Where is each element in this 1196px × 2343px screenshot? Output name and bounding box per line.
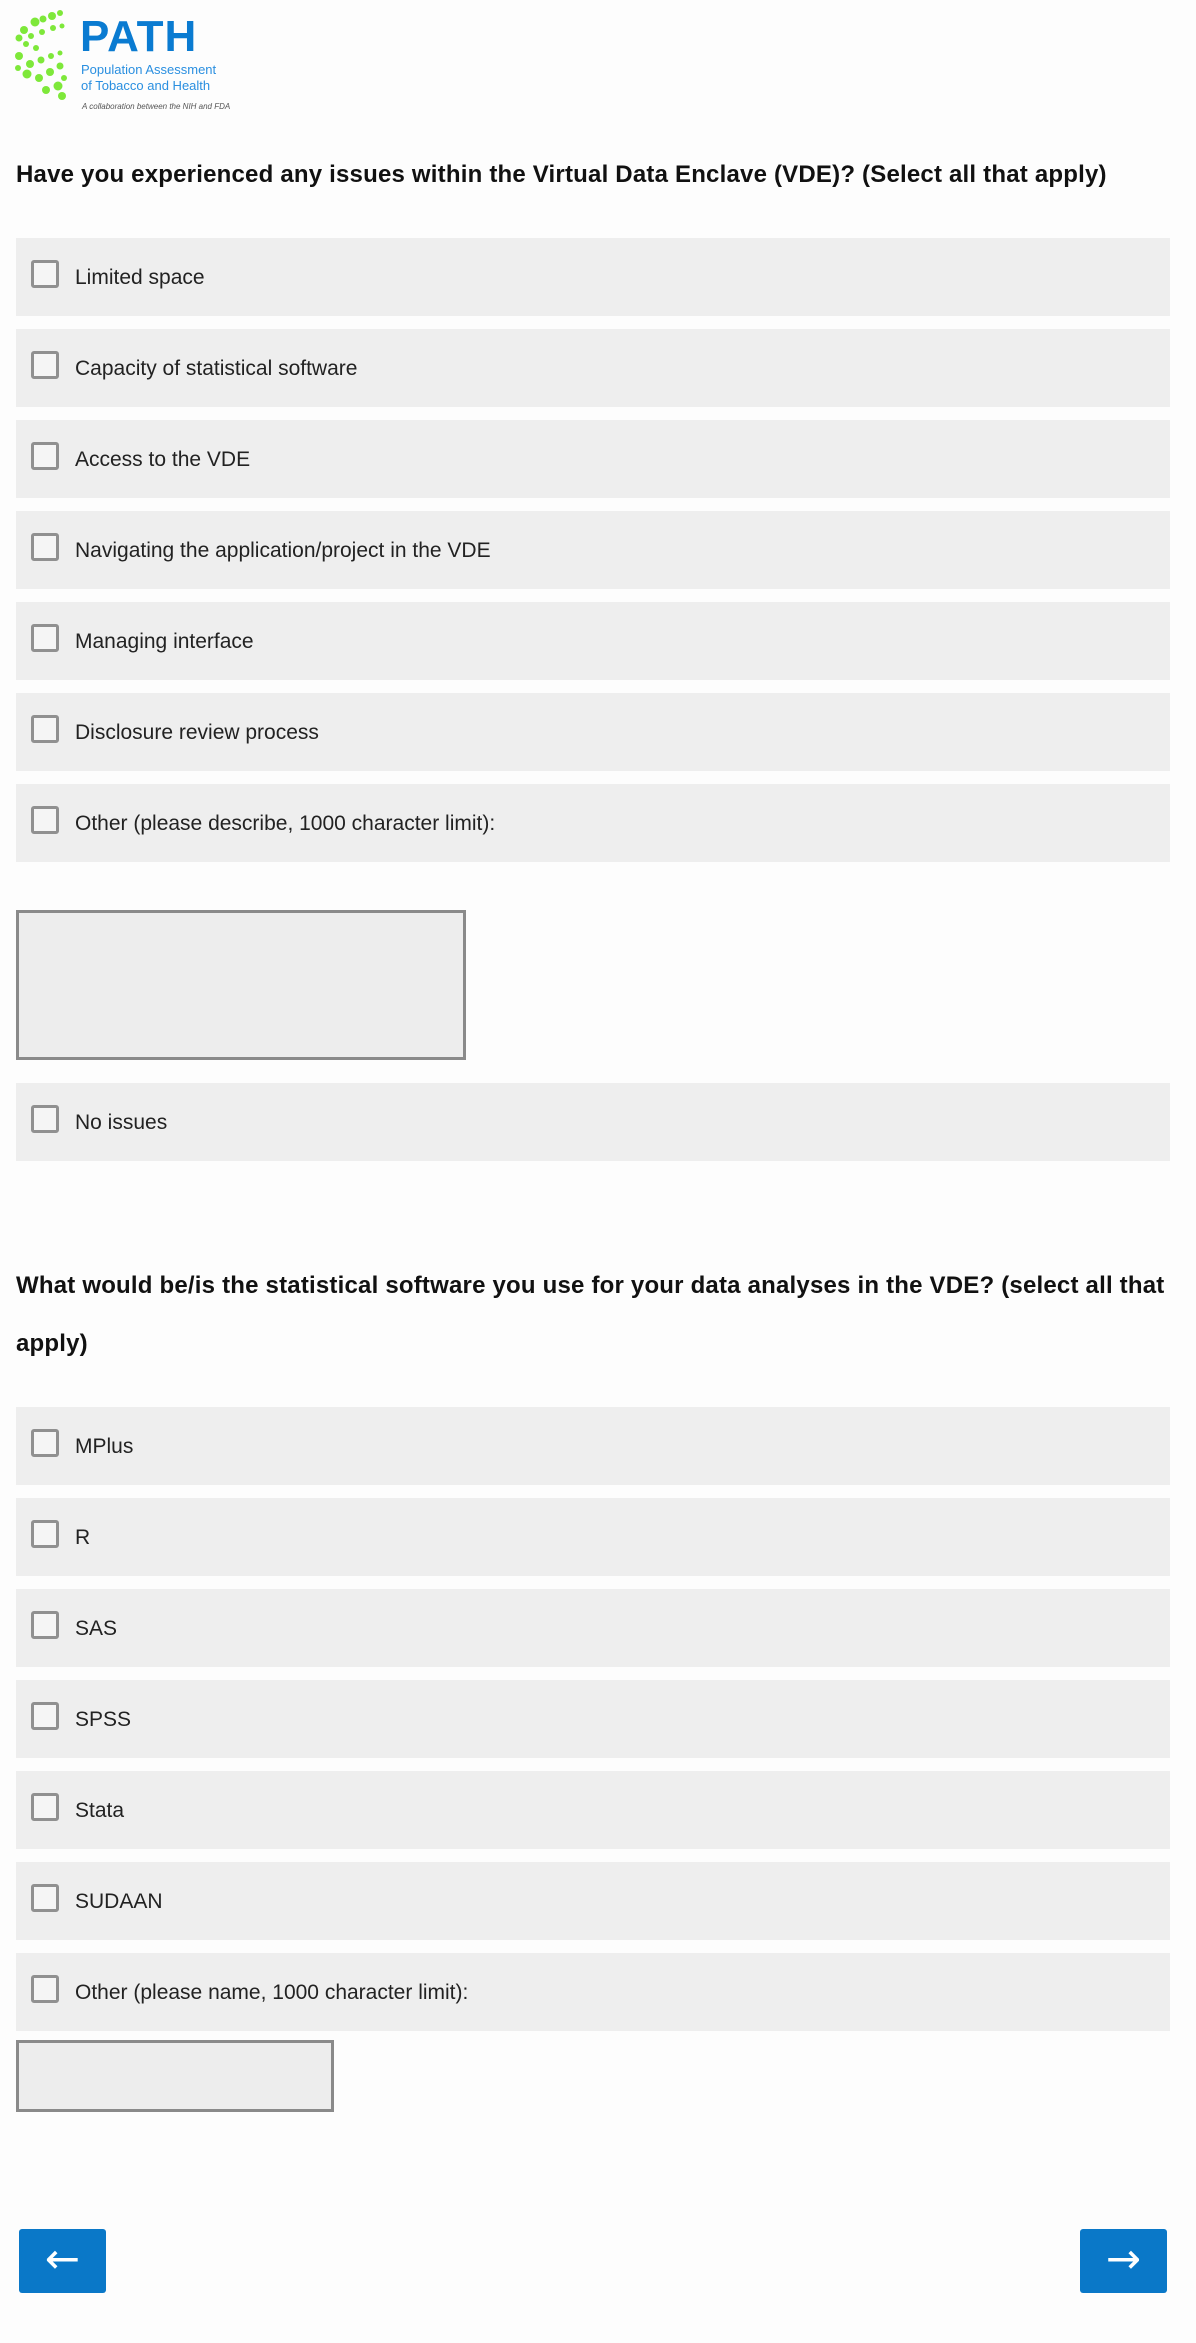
option-label: Managing interface: [75, 630, 254, 653]
option-other-name[interactable]: [16, 1953, 1170, 2031]
option-no-issues[interactable]: [16, 1083, 1170, 1161]
option-label: Disclosure review process: [75, 721, 319, 744]
logo-tagline: A collaboration between the NIH and FDA: [82, 102, 231, 111]
path-logo: [14, 8, 234, 114]
checkbox[interactable]: [31, 1793, 59, 1821]
question-2-title-line2: apply): [16, 1330, 88, 1357]
logo-dots-icon: [14, 8, 74, 104]
option-label: No issues: [75, 1111, 168, 1134]
checkbox[interactable]: [31, 1429, 59, 1457]
question-1-title: Have you experienced any issues within the Virtual Data Enclave (VDE)? (Select all that apply): [16, 161, 1107, 188]
checkbox[interactable]: [31, 1975, 59, 2003]
option-capacity-software[interactable]: [16, 329, 1170, 407]
checkbox[interactable]: [31, 1611, 59, 1639]
checkbox[interactable]: [31, 351, 59, 379]
next-button[interactable]: →: [1080, 2229, 1167, 2293]
checkbox[interactable]: [31, 260, 59, 288]
question-2-title: [16, 1257, 1176, 1373]
option-label: Stata: [75, 1799, 125, 1822]
option-limited-space[interactable]: [16, 238, 1170, 316]
option-label: Other (please name, 1000 character limit):: [75, 1981, 469, 2004]
checkbox[interactable]: [31, 624, 59, 652]
option-label: Capacity of statistical software: [75, 357, 358, 380]
option-other-describe[interactable]: [16, 784, 1170, 862]
option-label: Access to the VDE: [75, 448, 251, 471]
question-2-title-line1: What would be/is the statistical software you use for your data analyses in the VDE? (select all that: [16, 1272, 1165, 1299]
checkbox[interactable]: [31, 1884, 59, 1912]
checkbox[interactable]: [31, 1520, 59, 1548]
option-label: Navigating the application/project in the VDE: [75, 539, 491, 562]
checkbox[interactable]: [31, 1702, 59, 1730]
option-mplus[interactable]: [16, 1407, 1170, 1485]
logo-subtitle-1: Population Assessment: [81, 62, 217, 77]
other-describe-textarea[interactable]: [16, 910, 466, 1060]
option-label: SPSS: [75, 1708, 132, 1731]
option-label: MPlus: [75, 1435, 134, 1458]
option-navigating[interactable]: [16, 511, 1170, 589]
option-label: Other (please describe, 1000 character limit):: [75, 812, 496, 835]
checkbox[interactable]: [31, 442, 59, 470]
option-sudaan[interactable]: [16, 1862, 1170, 1940]
back-button[interactable]: ←: [19, 2229, 106, 2293]
logo-wordmark: PATH: [80, 12, 198, 61]
option-label: Limited space: [75, 266, 205, 289]
option-label: SAS: [75, 1617, 118, 1640]
option-r[interactable]: [16, 1498, 1170, 1576]
option-stata[interactable]: [16, 1771, 1170, 1849]
option-label: SUDAAN: [75, 1890, 163, 1913]
other-name-input[interactable]: [16, 2040, 334, 2112]
option-access-vde[interactable]: [16, 420, 1170, 498]
option-sas[interactable]: [16, 1589, 1170, 1667]
logo-subtitle-2: of Tobacco and Health: [81, 78, 211, 93]
option-spss[interactable]: [16, 1680, 1170, 1758]
checkbox[interactable]: [31, 715, 59, 743]
option-disclosure-review[interactable]: [16, 693, 1170, 771]
checkbox[interactable]: [31, 533, 59, 561]
option-label: R: [75, 1526, 91, 1549]
checkbox[interactable]: [31, 1105, 59, 1133]
checkbox[interactable]: [31, 806, 59, 834]
option-managing-interface[interactable]: [16, 602, 1170, 680]
